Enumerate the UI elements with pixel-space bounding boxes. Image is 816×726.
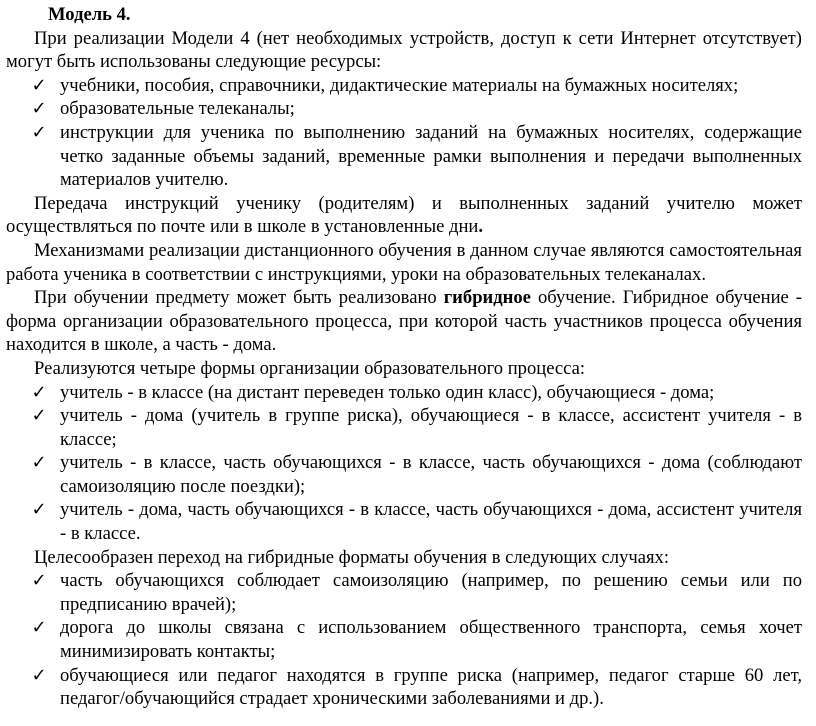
list-item-text: часть обучающихся соблюдает самоизоляцию (например, по решению семьи или по предписанию врачей); — [60, 570, 802, 615]
list-item — [6, 381, 802, 405]
hybrid-text-before: При обучении предмету может быть реализовано — [34, 287, 444, 309]
list-item-text: инструкции для ученика по выполнению заданий на бумажных носителях, содержащие четко заданные объемы заданий, временные рамки выполнения и передачи выполненных материалов учителю. — [60, 121, 802, 191]
list-item-text: образовательные телеканалы; — [60, 98, 295, 120]
list-item-text: учитель - в классе (на дистант переведен только один класс), обучающиеся - дома; — [60, 381, 715, 403]
hybrid-term: гибридное — [443, 287, 531, 309]
checkmark-icon: ✓ — [31, 405, 47, 427]
mechanisms-paragraph: Механизмами реализации дистанционного обучения в данном случае являются самостоятельная работа ученика в соответствии с инструкциями, уроки на образовательных телеканалах. — [6, 239, 802, 285]
list-item-text: обучающиеся или педагог находятся в группе риска (например, педагог старше 60 лет, педагог/обучающийся страдает хроническими заболеваниями и др.). — [60, 664, 802, 710]
cases-list — [6, 569, 802, 711]
forms-list — [6, 381, 802, 546]
list-item — [6, 664, 802, 711]
model-heading: Модель 4. — [48, 4, 131, 25]
checkmark-icon: ✓ — [31, 499, 47, 521]
list-item — [6, 97, 802, 121]
hybrid-text-after: обучение. Гибридное обучение - форма организации образовательного процесса, при которой часть участников процесса обучения находится в школе, а часть - дома. — [6, 287, 802, 356]
list-item — [6, 616, 802, 663]
hybrid-paragraph — [6, 286, 802, 357]
checkmark-icon: ✓ — [31, 381, 47, 403]
transfer-text: Передача инструкций ученику (родителям) и выполненных заданий учителю может осуществляться по почте или в школе в установленные дни — [6, 192, 802, 238]
list-item-text: учитель - дома (учитель в группе риска), обучающиеся - в классе, ассистент учителя - в классе; — [60, 405, 802, 450]
intro-paragraph: При реализации Модели 4 (нет необходимых устройств, доступ к сети Интернет отсутствует) могут быть использованы следующие ресурсы: — [6, 27, 802, 73]
checkmark-icon: ✓ — [31, 74, 47, 96]
checkmark-icon: ✓ — [31, 121, 47, 143]
list-item — [6, 569, 802, 616]
list-item — [6, 404, 802, 451]
forms-intro-paragraph: Реализуются четыре формы организации образовательного процесса: — [34, 357, 586, 379]
list-item — [6, 74, 802, 98]
list-item-text: учитель - в классе, часть обучающихся - в классе, часть обучающихся - дома (соблюдают самоизоляцию после поездки); — [60, 452, 802, 497]
list-item-text: учебники, пособия, справочники, дидактические материалы на бумажных носителях; — [60, 74, 739, 96]
list-item — [6, 451, 802, 498]
checkmark-icon: ✓ — [31, 98, 47, 120]
list-item-text: учитель - дома, часть обучающихся - в классе, часть обучающихся - дома, ассистент учителя - в классе. — [60, 499, 802, 545]
list-item — [6, 121, 802, 192]
list-item — [6, 498, 802, 545]
cases-intro-paragraph: Целесообразен переход на гибридные форматы обучения в следующих случаях: — [34, 546, 670, 568]
checkmark-icon: ✓ — [31, 452, 47, 474]
list-item-text: дорога до школы связана с использованием общественного транспорта, семья хочет минимизировать контакты; — [60, 617, 802, 663]
transfer-end: . — [478, 216, 484, 238]
resources-list — [6, 74, 802, 192]
checkmark-icon: ✓ — [31, 617, 47, 639]
checkmark-icon: ✓ — [31, 570, 47, 592]
checkmark-icon: ✓ — [31, 664, 47, 686]
transfer-paragraph — [6, 192, 802, 239]
